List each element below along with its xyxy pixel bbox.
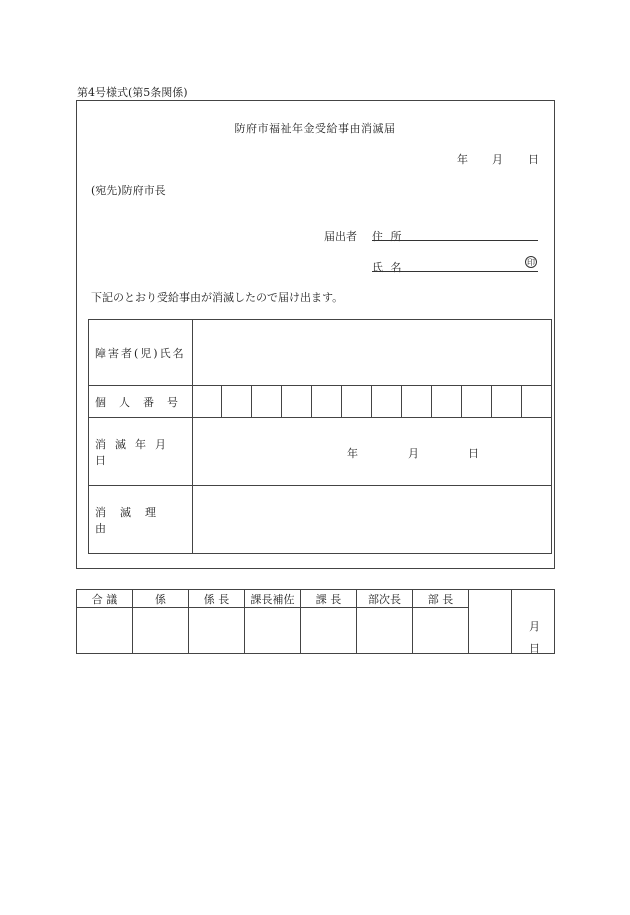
stamp-box[interactable] bbox=[301, 608, 357, 654]
expiry-date-field[interactable] bbox=[193, 418, 552, 486]
stamp-box[interactable] bbox=[357, 608, 413, 654]
digit-cell[interactable] bbox=[402, 386, 432, 418]
approval-header: 課 長 bbox=[301, 590, 357, 608]
approval-date-cell[interactable] bbox=[512, 590, 555, 654]
form-reference: 第4号様式(第5条関係) bbox=[77, 86, 188, 99]
approval-header: 合 議 bbox=[77, 590, 133, 608]
statement: 下記のとおり受給事由が消滅したので届け出ます。 bbox=[91, 291, 344, 304]
stamp-box[interactable] bbox=[133, 608, 189, 654]
details-table bbox=[88, 319, 552, 554]
digit-cell[interactable] bbox=[193, 386, 222, 418]
approval-blank-cell[interactable] bbox=[469, 590, 512, 654]
digit-cell[interactable] bbox=[282, 386, 312, 418]
digit-cell[interactable] bbox=[312, 386, 342, 418]
address-line[interactable] bbox=[372, 240, 538, 241]
approval-month: 月 bbox=[529, 620, 540, 633]
row-label-personal-number bbox=[89, 386, 193, 418]
stamp-box[interactable] bbox=[189, 608, 245, 654]
digit-cell[interactable] bbox=[222, 386, 252, 418]
disabled-name-field[interactable] bbox=[193, 320, 552, 386]
approval-header: 部次長 bbox=[357, 590, 413, 608]
digit-cell[interactable] bbox=[522, 386, 552, 418]
row-label-expiry-reason bbox=[89, 486, 193, 554]
digit-cell[interactable] bbox=[462, 386, 492, 418]
approval-header-row bbox=[77, 590, 555, 608]
digit-cell[interactable] bbox=[252, 386, 282, 418]
date-year: 年 bbox=[457, 153, 468, 166]
approval-header: 係 長 bbox=[189, 590, 245, 608]
approval-day: 日 bbox=[529, 642, 540, 655]
row-label-text: 障害者(児)氏名 bbox=[95, 346, 186, 360]
date-month: 月 bbox=[492, 153, 503, 166]
row-label-expiry-date bbox=[89, 418, 193, 486]
approval-header: 係 bbox=[133, 590, 189, 608]
seal-mark: 印 bbox=[527, 258, 535, 267]
approval-header: 課長補佐 bbox=[245, 590, 301, 608]
row-label-disabled-name bbox=[89, 320, 193, 386]
table-row bbox=[89, 320, 552, 386]
stamp-box[interactable] bbox=[245, 608, 301, 654]
table-row bbox=[89, 486, 552, 554]
row-label-text: 消滅理由 bbox=[95, 505, 170, 535]
filer-label: 届出者 bbox=[324, 230, 357, 243]
form-title: 防府市福祉年金受給事由消滅届 bbox=[234, 122, 396, 135]
expiry-month: 月 bbox=[408, 447, 419, 460]
digit-cell[interactable] bbox=[492, 386, 522, 418]
digit-cell[interactable] bbox=[342, 386, 372, 418]
address-label: 住 所 bbox=[372, 230, 404, 243]
name-label: 氏 名 bbox=[372, 261, 404, 274]
row-label-text: 消滅年月日 bbox=[95, 437, 175, 467]
table-row bbox=[89, 386, 552, 418]
approval-table bbox=[76, 589, 555, 654]
addressee: (宛先)防府市長 bbox=[91, 184, 166, 197]
expiry-day: 日 bbox=[468, 447, 479, 460]
digit-cell[interactable] bbox=[372, 386, 402, 418]
stamp-box[interactable] bbox=[413, 608, 469, 654]
expiry-reason-field[interactable] bbox=[193, 486, 552, 554]
stamp-box[interactable] bbox=[77, 608, 133, 654]
digit-cell[interactable] bbox=[432, 386, 462, 418]
approval-header: 部 長 bbox=[413, 590, 469, 608]
table-row bbox=[89, 418, 552, 486]
row-label-text: 個人番号 bbox=[95, 395, 191, 409]
date-day: 日 bbox=[528, 153, 539, 166]
name-line[interactable] bbox=[372, 271, 538, 272]
expiry-year: 年 bbox=[347, 447, 358, 460]
